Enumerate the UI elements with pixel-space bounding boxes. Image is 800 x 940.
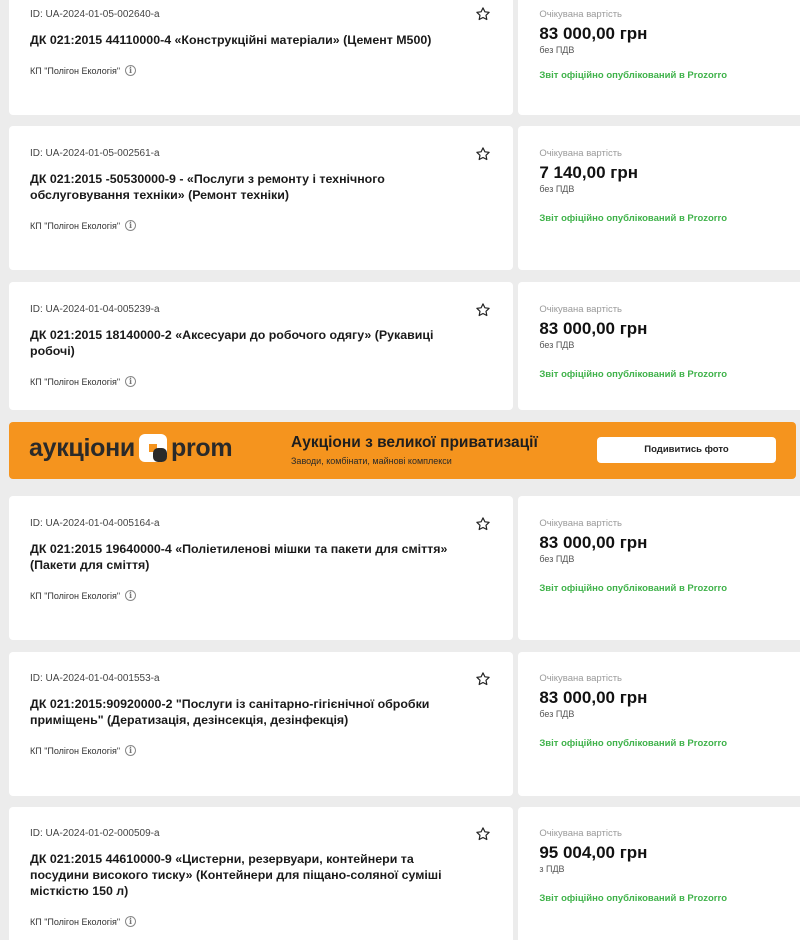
- info-icon[interactable]: i: [125, 65, 136, 76]
- tender-card-summary: [518, 282, 800, 410]
- organization-name: КП "Полігон Екологія": [30, 65, 121, 76]
- tender-card-main[interactable]: [9, 496, 513, 640]
- tender-card-main[interactable]: [9, 652, 513, 796]
- favorite-star-icon[interactable]: [475, 6, 491, 22]
- vat-note: без ПДВ: [539, 554, 575, 564]
- banner-title: Аукціони з великої приватизації: [291, 434, 538, 451]
- tender-card-summary: [518, 807, 800, 940]
- expected-value-label: Очікувана вартість: [539, 518, 623, 529]
- vat-note: без ПДВ: [539, 709, 575, 719]
- tender-card-summary: [518, 0, 800, 115]
- tender-card[interactable]: [9, 0, 800, 115]
- status-text: Звіт офіційно опублікований в Prozorro: [539, 583, 728, 594]
- status-text: Звіт офіційно опублікований в Prozorro: [539, 70, 728, 81]
- logo-text-prom: prom: [170, 433, 233, 462]
- organization-name: КП "Полігон Екологія": [30, 590, 121, 601]
- expected-price: 83 000,00 грн: [539, 24, 648, 43]
- promo-banner[interactable]: [9, 422, 796, 479]
- tender-organization: [30, 916, 491, 927]
- tender-card[interactable]: [9, 807, 800, 940]
- expected-price: 83 000,00 грн: [539, 533, 648, 552]
- favorite-star-icon[interactable]: [475, 146, 491, 162]
- favorite-star-icon[interactable]: [475, 302, 491, 318]
- info-icon[interactable]: i: [125, 590, 136, 601]
- vat-note: без ПДВ: [539, 340, 575, 350]
- expected-price: 83 000,00 грн: [539, 688, 648, 707]
- expected-value-label: Очікувана вартість: [539, 9, 623, 20]
- tender-card-main[interactable]: [9, 0, 513, 115]
- tender-id: ID: UA-2024-01-04-005164-a: [30, 518, 160, 529]
- expected-price: 83 000,00 грн: [539, 319, 648, 338]
- vat-note: без ПДВ: [539, 184, 575, 194]
- organization-name: КП "Полігон Екологія": [30, 745, 121, 756]
- tender-card[interactable]: [9, 652, 800, 796]
- vat-note: з ПДВ: [539, 864, 565, 874]
- tender-card-main[interactable]: [9, 282, 513, 410]
- tender-card-summary: [518, 126, 800, 270]
- status-text: Звіт офіційно опублікований в Prozorro: [539, 369, 728, 380]
- tender-card[interactable]: [9, 496, 800, 640]
- tender-id: ID: UA-2024-01-05-002640-a: [30, 9, 160, 20]
- tender-id: ID: UA-2024-01-04-001553-a: [30, 673, 160, 684]
- status-text: Звіт офіційно опублікований в Prozorro: [539, 738, 728, 749]
- info-icon[interactable]: i: [125, 376, 136, 387]
- tender-id: ID: UA-2024-01-05-002561-a: [30, 148, 160, 159]
- tender-organization: [30, 745, 491, 756]
- expected-value-label: Очікувана вартість: [539, 304, 623, 315]
- tender-title[interactable]: ДК 021:2015 44610000-9 «Цистерни, резервуари, контейнери та посудини високого тиску» (Контейнери для піщано-соляної суміші місткістю 150 л): [30, 852, 442, 898]
- tender-card-main[interactable]: [9, 126, 513, 270]
- tender-id: ID: UA-2024-01-04-005239-a: [30, 304, 160, 315]
- tender-organization: [30, 376, 491, 387]
- tender-title[interactable]: ДК 021:2015 19640000-4 «Поліетиленові мішки та пакети для сміття» (Пакети для сміття): [30, 542, 448, 572]
- tender-organization: [30, 220, 491, 231]
- tender-card[interactable]: [9, 126, 800, 270]
- tender-title[interactable]: ДК 021:2015 18140000-2 «Аксесуари до робочого одягу» (Рукавиці робочі): [30, 328, 434, 358]
- expected-value-label: Очікувана вартість: [539, 148, 623, 159]
- favorite-star-icon[interactable]: [475, 826, 491, 842]
- vat-note: без ПДВ: [539, 45, 575, 55]
- logo-text-auctions: аукціони: [29, 433, 135, 462]
- info-icon[interactable]: i: [125, 916, 136, 927]
- expected-price: 7 140,00 грн: [539, 163, 638, 182]
- info-icon[interactable]: i: [125, 745, 136, 756]
- expected-value-label: Очікувана вартість: [539, 673, 623, 684]
- tender-card-main[interactable]: [9, 807, 513, 940]
- tender-card-summary: [518, 652, 800, 796]
- info-icon[interactable]: i: [125, 220, 136, 231]
- organization-name: КП "Полігон Екологія": [30, 220, 121, 231]
- tender-id: ID: UA-2024-01-02-000509-a: [30, 828, 160, 839]
- banner-subtitle: Заводи, комбінати, майнові комплекси: [291, 456, 452, 466]
- tender-card-summary: [518, 496, 800, 640]
- tender-title[interactable]: ДК 021:2015 -50530000-9 - «Послуги з ремонту і технічного обслуговування техніки» (Ремонт техніки): [30, 172, 385, 202]
- tender-organization: [30, 590, 491, 601]
- tender-title[interactable]: ДК 021:2015 44110000-4 «Конструкційні матеріали» (Цемент М500): [30, 33, 432, 47]
- expected-price: 95 004,00 грн: [539, 843, 648, 862]
- tender-organization: [30, 65, 491, 76]
- view-photo-button[interactable]: Подивитись фото: [597, 437, 776, 463]
- tender-title[interactable]: ДК 021:2015:90920000-2 "Послуги із санітарно-гігієнічної обробки приміщень" (Дератизація, дезінсекція, дезінфекція): [30, 697, 430, 727]
- prom-auctions-logo: [29, 433, 232, 463]
- tender-card[interactable]: [9, 282, 800, 410]
- logo-mark-icon: [138, 433, 168, 463]
- favorite-star-icon[interactable]: [475, 671, 491, 687]
- organization-name: КП "Полігон Екологія": [30, 916, 121, 927]
- status-text: Звіт офіційно опублікований в Prozorro: [539, 213, 728, 224]
- favorite-star-icon[interactable]: [475, 516, 491, 532]
- organization-name: КП "Полігон Екологія": [30, 376, 121, 387]
- status-text: Звіт офіційно опублікований в Prozorro: [539, 893, 728, 904]
- expected-value-label: Очікувана вартість: [539, 828, 623, 839]
